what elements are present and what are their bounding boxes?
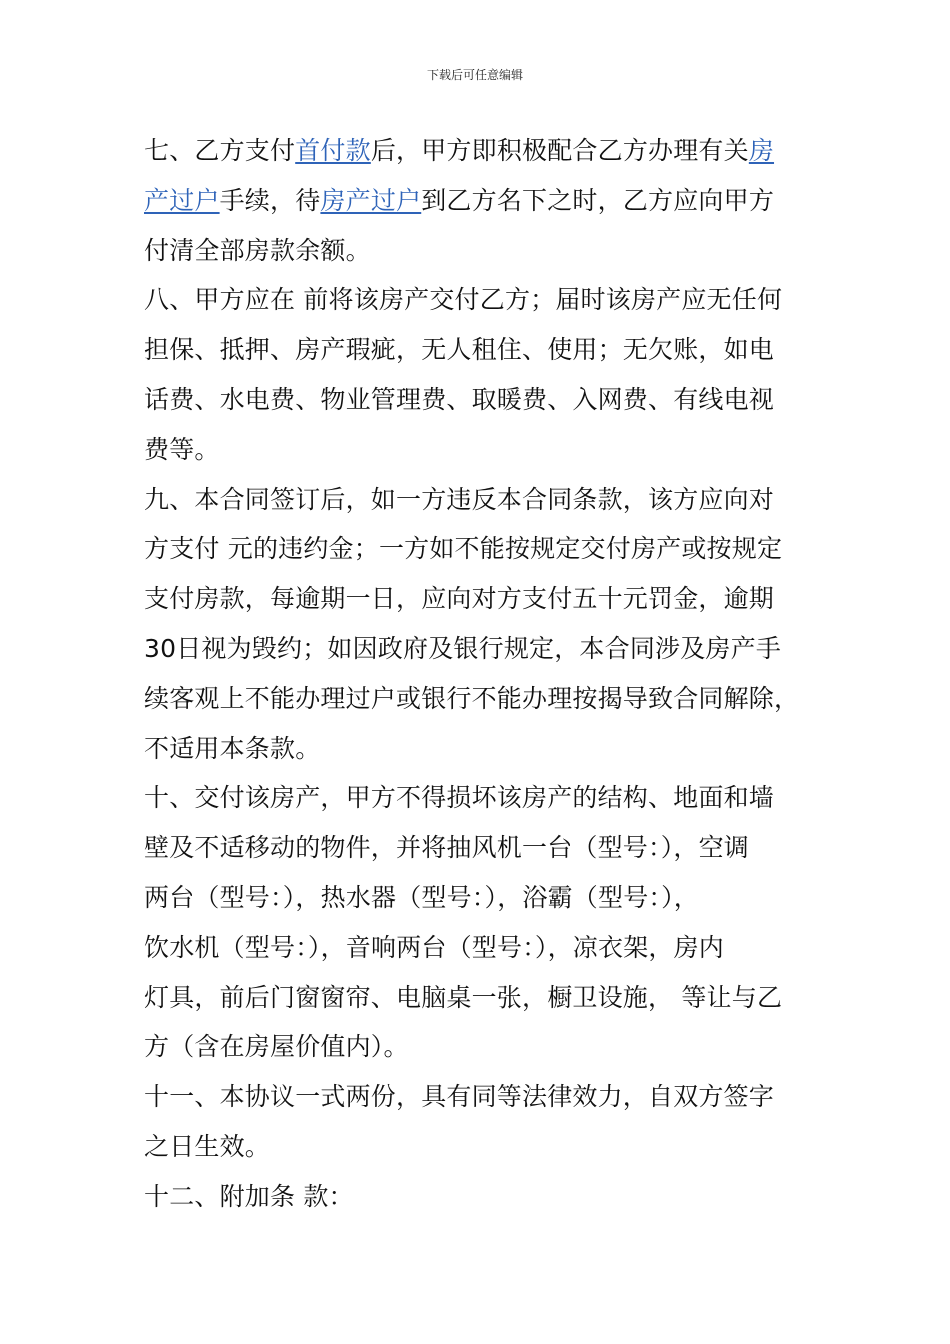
clause-8-line-4: 费等。 bbox=[144, 434, 220, 464]
clause-10-line-2: 壁及不适移动的物件，并将抽风机一台（型号：），空调 bbox=[144, 833, 750, 863]
property-transfer-link-1[interactable]: 房 bbox=[748, 136, 775, 165]
clause-10-line-4: 饮水机（型号：），音响两台（型号：），凉衣架，房内 bbox=[144, 932, 725, 962]
clause-9-line-4: 30日视为毁约；如因政府及银行规定，本合同涉及房产手 bbox=[144, 633, 782, 663]
clause-10-line-5: 灯具，前后门窗窗帘、电脑桌一张，橱卫设施， 等让与乙 bbox=[144, 982, 783, 1012]
clause-7-text: 后，甲方即积极配合乙方办理有关 bbox=[370, 136, 749, 165]
clause-7-text: 手续，待 bbox=[219, 185, 321, 215]
clause-10-line-3: 两台（型号：），热水器（型号：），浴霸（型号：）， bbox=[144, 882, 700, 912]
clause-8-line-3: 话费、水电费、物业管理费、取暖费、入网费、有线电视 bbox=[144, 384, 775, 414]
clause-12-line-1: 十二、附加条 款： bbox=[144, 1181, 354, 1211]
clause-8-line-1: 八、甲方应在 前将该房产交付乙方；届时该房产应无任何 bbox=[144, 285, 783, 315]
clause-9-line-6: 不适用本条款。 bbox=[144, 733, 321, 763]
clause-12 bbox=[144, 1172, 799, 1222]
clause-10-line-6: 方（含在房屋价值内）。 bbox=[144, 1032, 409, 1062]
clause-7-line-1 bbox=[144, 126, 799, 176]
contract-body bbox=[144, 126, 799, 1222]
clause-9 bbox=[144, 475, 799, 774]
clause-10 bbox=[144, 773, 799, 1072]
clause-9-line-5: 续客观上不能办理过户或银行不能办理按揭导致合同解除， bbox=[144, 683, 800, 713]
clause-7-line-3: 付清全部房款余额。 bbox=[144, 235, 371, 265]
clause-9-line-3: 支付房款，每逾期一日，应向对方支付五十元罚金，逾期 bbox=[144, 584, 775, 614]
clause-11-line-1: 十一、本协议一式两份，具有同等法律效力，自双方签字 bbox=[144, 1082, 775, 1112]
clause-8-line-2: 担保、抵押、房产瑕疵，无人租住、使用；无欠账，如电 bbox=[144, 335, 775, 365]
clause-7-text: 到乙方名下之时，乙方应向甲方 bbox=[421, 185, 775, 215]
clause-7 bbox=[144, 126, 799, 275]
property-transfer-link-1-cont[interactable]: 产过户 bbox=[144, 185, 220, 215]
clause-9-line-1: 九、本合同签订后，如一方违反本合同条款，该方应向对 bbox=[144, 484, 775, 514]
property-transfer-link-2[interactable]: 房产过户 bbox=[320, 185, 422, 215]
down-payment-link[interactable]: 首付款 bbox=[295, 136, 371, 165]
clause-9-line-2: 方支付 元的违约金；一方如不能按规定交付房产或按规定 bbox=[144, 534, 783, 564]
clause-10-line-1: 十、交付该房产，甲方不得损坏该房产的结构、地面和墙 bbox=[144, 783, 775, 813]
clause-7-text: 七、乙方支付 bbox=[144, 136, 296, 165]
page-header: 下载后可任意编辑 bbox=[426, 68, 523, 82]
clause-11 bbox=[144, 1072, 799, 1172]
clause-11-line-2: 之日生效。 bbox=[144, 1131, 271, 1161]
clause-8 bbox=[144, 275, 799, 474]
clause-7-line-2 bbox=[144, 176, 799, 226]
